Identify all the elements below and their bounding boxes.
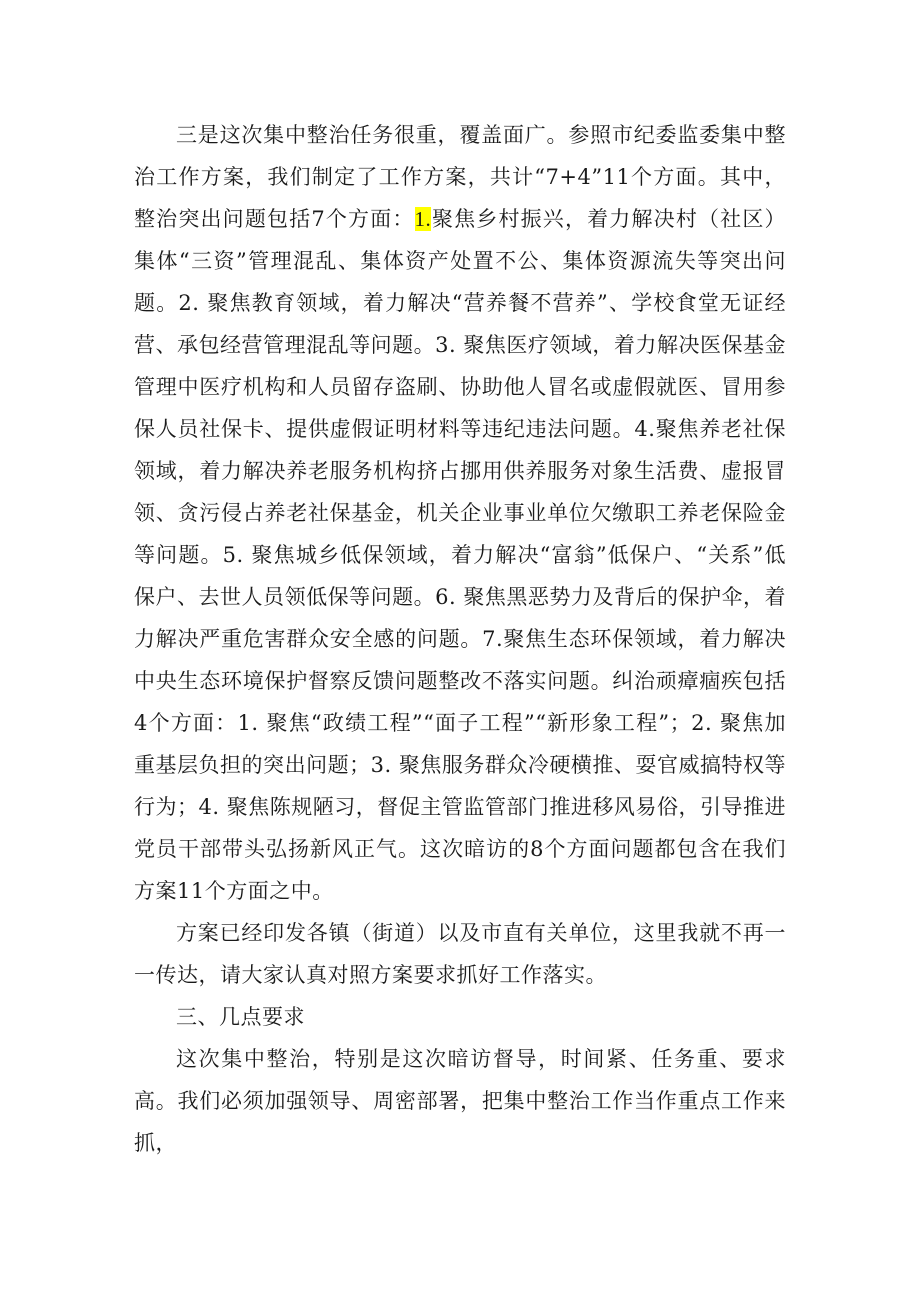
highlighted-item-number: 1. [414,207,432,231]
paragraph-rectification-tasks [134,114,786,912]
document-body [134,114,786,1164]
paragraph-1-intro: 三是这次集中整治任务很重，覆盖面广。参照市纪委监委集中整治工作方案，我们制定了工作方案，共计“7+4”11个方面。其中，整治突出问题包括7个方面： [134,123,786,231]
section-heading-requirements: 三、几点要求 [176,1005,305,1029]
paragraph-requirements-intro: 这次集中整治，特别是这次暗访督导，时间紧、任务重、要求高。我们必须加强领导、周密部署，把集中整治工作当作重点工作来抓， [134,1047,786,1155]
paragraph-plan-distributed: 方案已经印发各镇（街道）以及市直有关单位，这里我就不再一一传达，请大家认真对照方案要求抓好工作落实。 [134,921,786,987]
paragraph-1-body: 聚焦乡村振兴，着力解决村（社区）集体“三资”管理混乱、集体资产处置不公、集体资源流失等突出问题。2. 聚焦教育领域，着力解决“营养餐不营养”、学校食堂无证经营、承包经营管理混乱等问题。3. 聚焦医疗领域，着力解决医保基金管理中医疗机构和人员留存盗刷、协助他人冒名或虚假就医、冒用参保人员社保卡、提供虚假证明材料等违纪违法问题。4.聚焦养老社保领域，着力解决养老服务机构挤占挪用供养服务对象生活费、虚报冒领、贪污侵占养老社保基金，机关企业事业单位欠缴职工养老保险金等问题。5. 聚焦城乡低保领域，着力解决“富翁”低保户、“关系”低保户、去世人员领低保等问题。6. 聚焦黑恶势力及背后的保护伞，着力解决严重危害群众安全感的问题。7.聚焦生态环保领域，着力解决中央生态环境保护督察反馈问题整改不落实问题。纠治顽瘴痼疾包括4个方面：1. 聚焦“政绩工程”“面子工程”“新形象工程”；2. 聚焦加重基层负担的突出问题；3. 聚焦服务群众冷硬横推、耍官威搞特权等行为；4. 聚焦陈规陋习，督促主管监管部门推进移风易俗，引导推进党员干部带头弘扬新风正气。这次暗访的8个方面问题都包含在我们方案11个方面之中。 [134,207,786,903]
